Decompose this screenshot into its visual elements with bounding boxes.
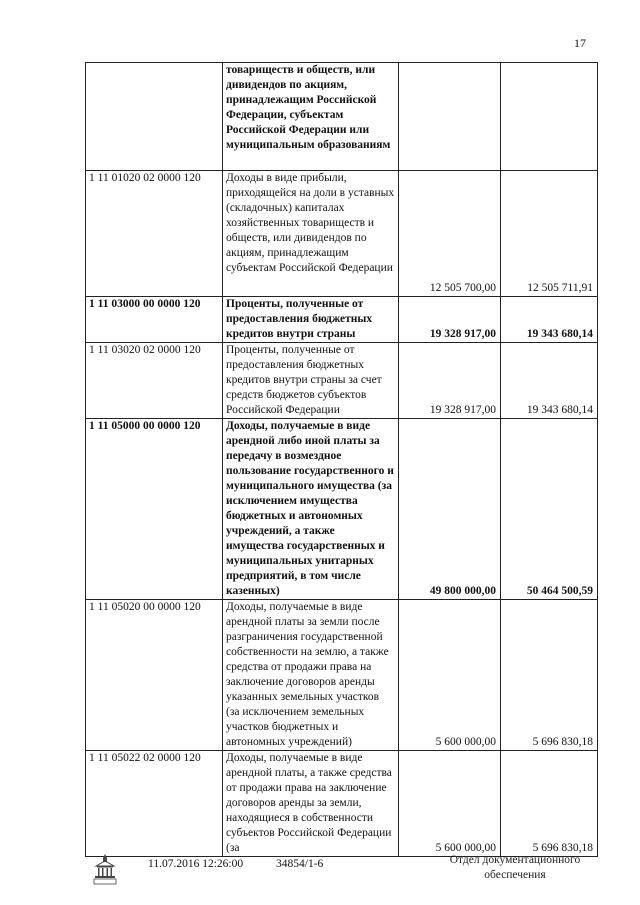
row-name: Доходы, получаемые в виде арендной платы за земли после разграничения государственной собственности на землю, а также средства от продажи права на заключение договоров аренды указанных земельных участков (за исключением земельных участков бюджетных и автономных учреждений) (223, 600, 399, 751)
row-name: Проценты, полученные от предоставления бюджетных кредитов внутри страны за счет средств бюджетов субъектов Российской Федерации (223, 343, 399, 419)
row-code: 1 11 03000 00 0000 120 (86, 297, 223, 343)
row-plan: 5 600 000,00 (399, 751, 501, 857)
row-plan: 5 600 000,00 (399, 600, 501, 751)
row-plan (399, 63, 501, 171)
table-row (86, 297, 598, 343)
row-actual: 19 343 680,14 (501, 343, 598, 419)
footer-department-line1: Отдел документационного (449, 854, 581, 866)
row-actual (501, 63, 598, 171)
row-actual: 12 505 711,91 (501, 171, 598, 297)
table-row (86, 343, 598, 419)
row-plan: 19 328 917,00 (399, 297, 501, 343)
footer-date: 11.07.2016 12:26:00 (148, 858, 244, 870)
row-name: Доходы, получаемые в виде арендной либо иной платы за передачу в возмездное пользование государственного и муниципального имущества (за исключением имущества бюджетных и автономных учреждений, а также имущества государственных и муниципальных унитарных предприятий, в том числе казенных) (223, 419, 399, 600)
row-actual: 50 464 500,59 (501, 419, 598, 600)
table-row (86, 751, 598, 857)
table-row (86, 600, 598, 751)
row-plan: 49 800 000,00 (399, 419, 501, 600)
footer-doc-number: 34854/1-6 (276, 858, 324, 870)
row-code: 1 11 05000 00 0000 120 (86, 419, 223, 600)
table-row (86, 419, 598, 600)
row-name: товариществ и обществ, или дивидендов по акциям, принадлежащим Российской Федерации, субъектам Российской Федерации или муниципальным образованиям (223, 63, 399, 171)
row-actual: 19 343 680,14 (501, 297, 598, 343)
parliament-logo-icon (92, 852, 118, 886)
row-plan: 19 328 917,00 (399, 343, 501, 419)
footer-department-line2: обеспечения (484, 869, 546, 881)
revenue-table (85, 62, 598, 857)
row-name: Доходы, получаемые в виде арендной платы, а также средства от продажи права на заключение договоров аренды за земли, находящиеся в собственности субъектов Российской Федерации (за (223, 751, 399, 857)
row-name: Проценты, полученные от предоставления бюджетных кредитов внутри страны (223, 297, 399, 343)
row-code: 1 11 05020 00 0000 120 (86, 600, 223, 751)
table-row (86, 171, 598, 297)
row-code: 1 11 05022 02 0000 120 (86, 751, 223, 857)
table-row (86, 63, 598, 171)
row-name: Доходы в виде прибыли, приходящейся на доли в уставных (складочных) капиталах хозяйственных товариществ и обществ, или дивидендов по акциям, принадлежащим субъектам Российской Федерации (223, 171, 399, 297)
row-code: 1 11 03020 02 0000 120 (86, 343, 223, 419)
row-actual: 5 696 830,18 (501, 600, 598, 751)
page-number: 17 (574, 36, 586, 50)
footer-department (430, 853, 600, 883)
row-code: 1 11 01020 02 0000 120 (86, 171, 223, 297)
row-actual: 5 696 830,18 (501, 751, 598, 857)
row-plan: 12 505 700,00 (399, 171, 501, 297)
row-code (86, 63, 223, 171)
